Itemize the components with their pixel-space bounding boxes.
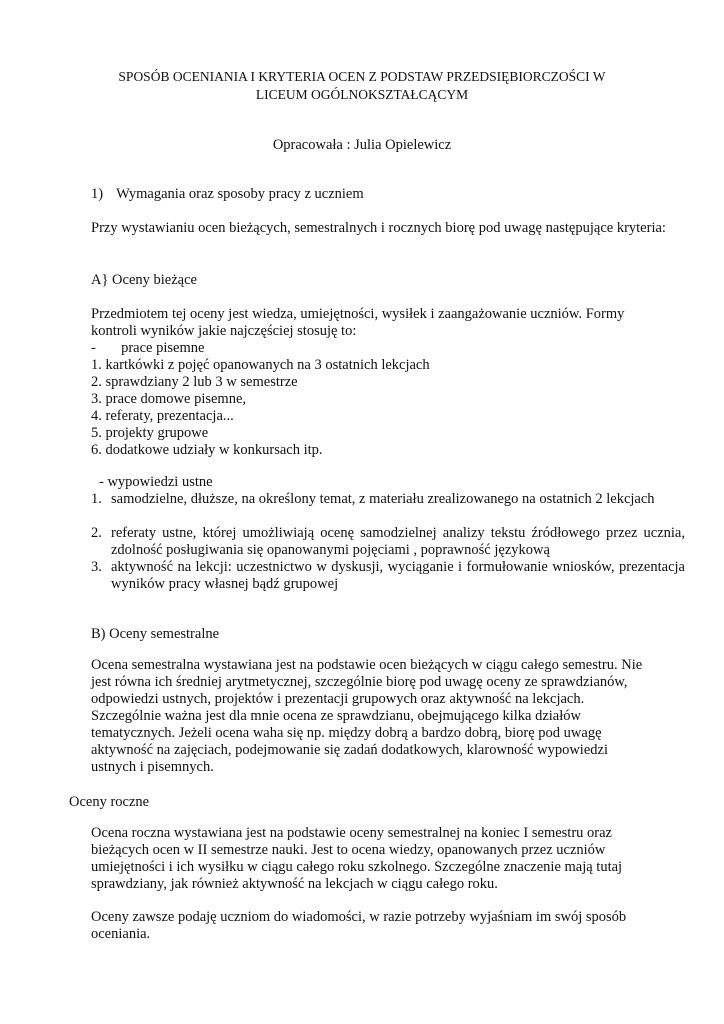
list-item: 6. dodatkowe udziały w konkursach itp. <box>91 442 323 458</box>
paragraph-line: Szczególnie ważna jest dla mnie ocena ze sprawdzianu, obejmującego kilka działów <box>91 708 581 724</box>
list-item <box>91 559 685 593</box>
list-item: 4. referaty, prezentacja... <box>91 408 234 424</box>
section-1-heading <box>91 186 364 203</box>
item-number: 3. <box>91 559 102 575</box>
section-number: 1) <box>91 186 104 202</box>
item-text: referaty ustne, której umożliwiają ocenę samodzielnej analizy tekstu źródłowego przez ucznia, zdolność posługiwania się opanowanymi pojęciami , poprawność językową <box>111 525 685 558</box>
part-a-line-2: kontroli wyników jakie najczęściej stosuję to: <box>91 323 357 339</box>
paragraph-line: umiejętności i ich wysiłku w ciągu całego roku szkolnego. Szczególne znaczenie mają tutaj <box>91 859 623 875</box>
part-c-heading: Oceny roczne <box>69 794 150 810</box>
part-c-paragraph <box>91 825 695 893</box>
intro-paragraph: Przy wystawianiu ocen bieżących, semestralnych i rocznych biorę pod uwagę następujące kryteria: <box>91 220 666 236</box>
item-number: 1. <box>91 491 102 507</box>
paragraph-line: bieżących ocen w II semestrze nauki. Jest to ocena wiedzy, opanowanych przez uczniów <box>91 842 606 858</box>
list-item: 1. kartkówki z pojęć opanowanych na 3 ostatnich lekcjach <box>91 357 430 373</box>
title-line-1: SPOSÓB OCENIANIA I KRYTERIA OCEN Z PODSTAW PRZEDSIĘBIORCZOŚCI W <box>118 69 606 84</box>
paragraph-line: Oceny zawsze podaję uczniom do wiadomości, w razie potrzeby wyjaśniam im swój sposób <box>91 909 627 925</box>
written-work-list <box>91 357 651 459</box>
paragraph-line: Ocena roczna wystawiana jest na podstawie oceny semestralnej na koniec I semestru oraz <box>91 825 612 841</box>
paragraph-line: sprawdziany, jak również aktywność na lekcjach w ciągu całego roku. <box>91 876 498 892</box>
item-text: samodzielne, dłuższe, na określony temat, z materiału zrealizowanego na ostatnich 2 lekcjach <box>111 491 655 507</box>
part-a-heading: A} Oceny bieżące <box>91 272 197 288</box>
part-a-line-1: Przedmiotem tej oceny jest wiedza, umiejętności, wysiłek i zaangażowanie uczniów. Formy <box>91 306 625 322</box>
paragraph-line: ustnych i pisemnych. <box>91 759 214 775</box>
author-line: Opracowała : Julia Opielewicz <box>272 137 452 153</box>
dash: - <box>91 340 96 356</box>
written-work-label <box>91 340 204 357</box>
list-item <box>91 491 685 525</box>
paragraph-line: oceniania. <box>91 926 151 942</box>
written-label-text: prace pisemne <box>121 340 205 356</box>
paragraph-line: Ocena semestralna wystawiana jest na podstawie ocen bieżących w ciągu całego semestru. Nie <box>91 657 643 673</box>
document-title <box>60 68 664 104</box>
title-line-2: LICEUM OGÓLNOKSZTAŁCĄCYM <box>255 87 469 102</box>
part-b-heading: B) Oceny semestralne <box>91 626 220 642</box>
item-number: 2. <box>91 525 102 541</box>
paragraph-line: jest równa ich średniej arytmetycznej, szczególnie biorę pod uwagę oceny ze sprawdzianów, <box>91 674 628 690</box>
part-a-paragraph <box>91 306 691 340</box>
paragraph-line: aktywność na zajęciach, podejmowanie się zadań dodatkowych, klarowność wypowiedzi <box>91 742 608 758</box>
list-item: 5. projekty grupowe <box>91 425 209 441</box>
list-item: 3. prace domowe pisemne, <box>91 391 247 407</box>
closing-paragraph <box>91 909 695 943</box>
oral-work-label: - wypowiedzi ustne <box>99 474 213 490</box>
paragraph-line: tematycznych. Jeżeli ocena waha się np. między dobrą a bardzo dobrą, biorę pod uwagę <box>91 725 602 741</box>
section-title: Wymagania oraz sposoby pracy z uczniem <box>116 186 364 202</box>
item-text: aktywność na lekcji: uczestnictwo w dyskusji, wyciąganie i formułowanie wniosków, prezentacja wyników pracy własnej bądź grupowej <box>111 559 685 592</box>
part-b-paragraph <box>91 657 685 776</box>
list-item: 2. sprawdziany 2 lub 3 w semestrze <box>91 374 298 390</box>
paragraph-line: odpowiedzi ustnych, projektów i prezentacji grupowych oraz aktywność na lekcjach. <box>91 691 585 707</box>
list-item <box>91 525 685 559</box>
